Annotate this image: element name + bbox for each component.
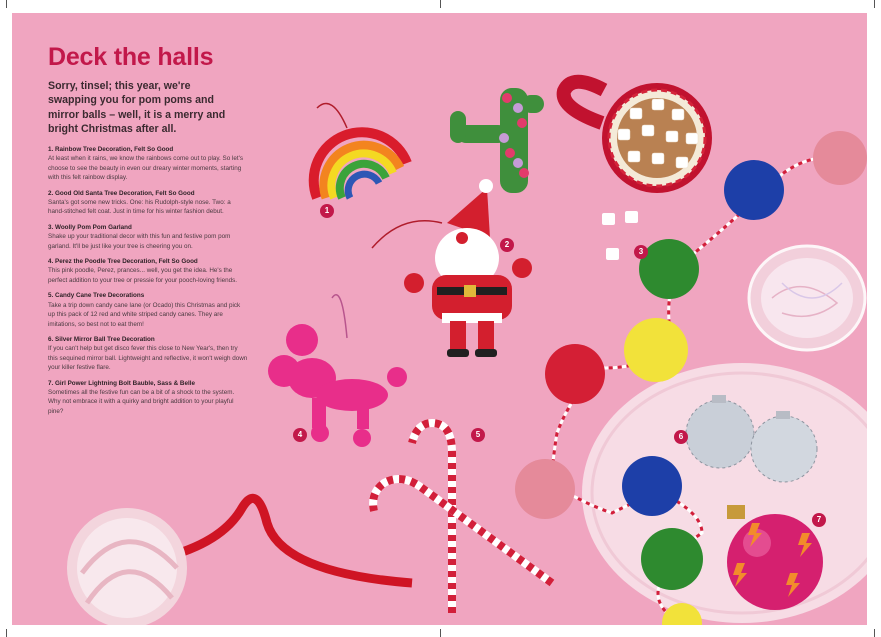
crop-mark-top-right xyxy=(874,0,875,8)
santa-ornament xyxy=(372,179,532,357)
crop-mark-bottom-middle xyxy=(440,629,441,637)
item-title: 3. Woolly Pom Pom Garland xyxy=(48,223,132,231)
crop-mark-bottom-left xyxy=(6,629,7,637)
item-title: 6. Silver Mirror Ball Tree Decoration xyxy=(48,335,155,343)
list-item xyxy=(48,223,248,251)
fairy-lights-jar xyxy=(749,246,865,350)
item-description: Santa's got some new tricks. One: his Rudolph-style nose. Two: a hand-stitched felt coat. Just in time for his winter fashion debut. xyxy=(48,199,231,216)
list-item xyxy=(48,145,248,183)
list-item xyxy=(48,335,248,373)
poodle-ornament xyxy=(268,295,407,447)
item-description: If you can't help but get disco fever this close to New Year's, then try this sequined mirror ball. Lightweight and reflective, it won't weigh down your killer festive flare. xyxy=(48,345,248,372)
list-item xyxy=(48,291,248,329)
item-description: Shake up your traditional decor with this fun and festive pom pom garland. It'll be just like your tree is cheering you on. xyxy=(48,233,231,250)
badge-mirror-ball: 6 xyxy=(674,430,688,444)
crop-mark-bottom-right xyxy=(874,629,875,637)
hot-chocolate-mug xyxy=(564,82,712,193)
item-title: 5. Candy Cane Tree Decorations xyxy=(48,292,145,300)
list-item xyxy=(48,379,248,417)
crop-mark-top-middle xyxy=(440,0,441,8)
badge-rainbow: 1 xyxy=(320,204,334,218)
item-title: 7. Girl Power Lightning Bolt Bauble, Sass & Belle xyxy=(48,379,195,387)
page-title: Deck the halls xyxy=(48,43,214,71)
loose-marshmallows xyxy=(602,211,638,260)
item-list xyxy=(48,145,248,422)
intro-text: Sorry, tinsel; this year, we're swapping you for pom poms and mirror balls – well, it is a merry and bright Christmas after all. xyxy=(48,80,226,136)
item-description: At least when it rains, we know the rainbows come out to play. So let's choose to see the beauty in even our dreary winter moments, starting with this felt rainbow display. xyxy=(48,155,243,182)
item-description: This pink poodle, Perez, prances... well, you get the idea. He's the perfect addition to your tree or pressie for your pooch-loving friends. xyxy=(48,267,238,284)
badge-pom-pom-garland: 3 xyxy=(634,245,648,259)
cactus-ornament xyxy=(450,88,544,193)
badge-lightning-bauble: 7 xyxy=(812,513,826,527)
magazine-spread xyxy=(12,13,867,625)
item-description: Take a trip down candy cane lane (or Ocado) this Christmas and pick up this pack of 12 red and white striped candy canes. They are imitations, so best not to eat them! xyxy=(48,301,241,328)
ribbon-spool xyxy=(67,498,412,625)
list-item xyxy=(48,189,248,217)
badge-poodle: 4 xyxy=(293,428,307,442)
badge-santa: 2 xyxy=(500,238,514,252)
badge-candy-cane: 5 xyxy=(471,428,485,442)
list-item xyxy=(48,257,248,285)
item-title: 4. Perez the Poodle Tree Decoration, Felt So Good xyxy=(48,258,198,266)
crop-mark-top-left xyxy=(6,0,7,8)
item-title: 2. Good Old Santa Tree Decoration, Felt So Good xyxy=(48,189,195,197)
item-description: Sometimes all the festive fun can be a bit of a shock to the system. Why not embrace it with a quirky and bright addition to your playful pine? xyxy=(48,388,235,415)
item-title: 1. Rainbow Tree Decoration, Felt So Good xyxy=(48,146,174,153)
rainbow-ornament xyxy=(314,104,407,199)
